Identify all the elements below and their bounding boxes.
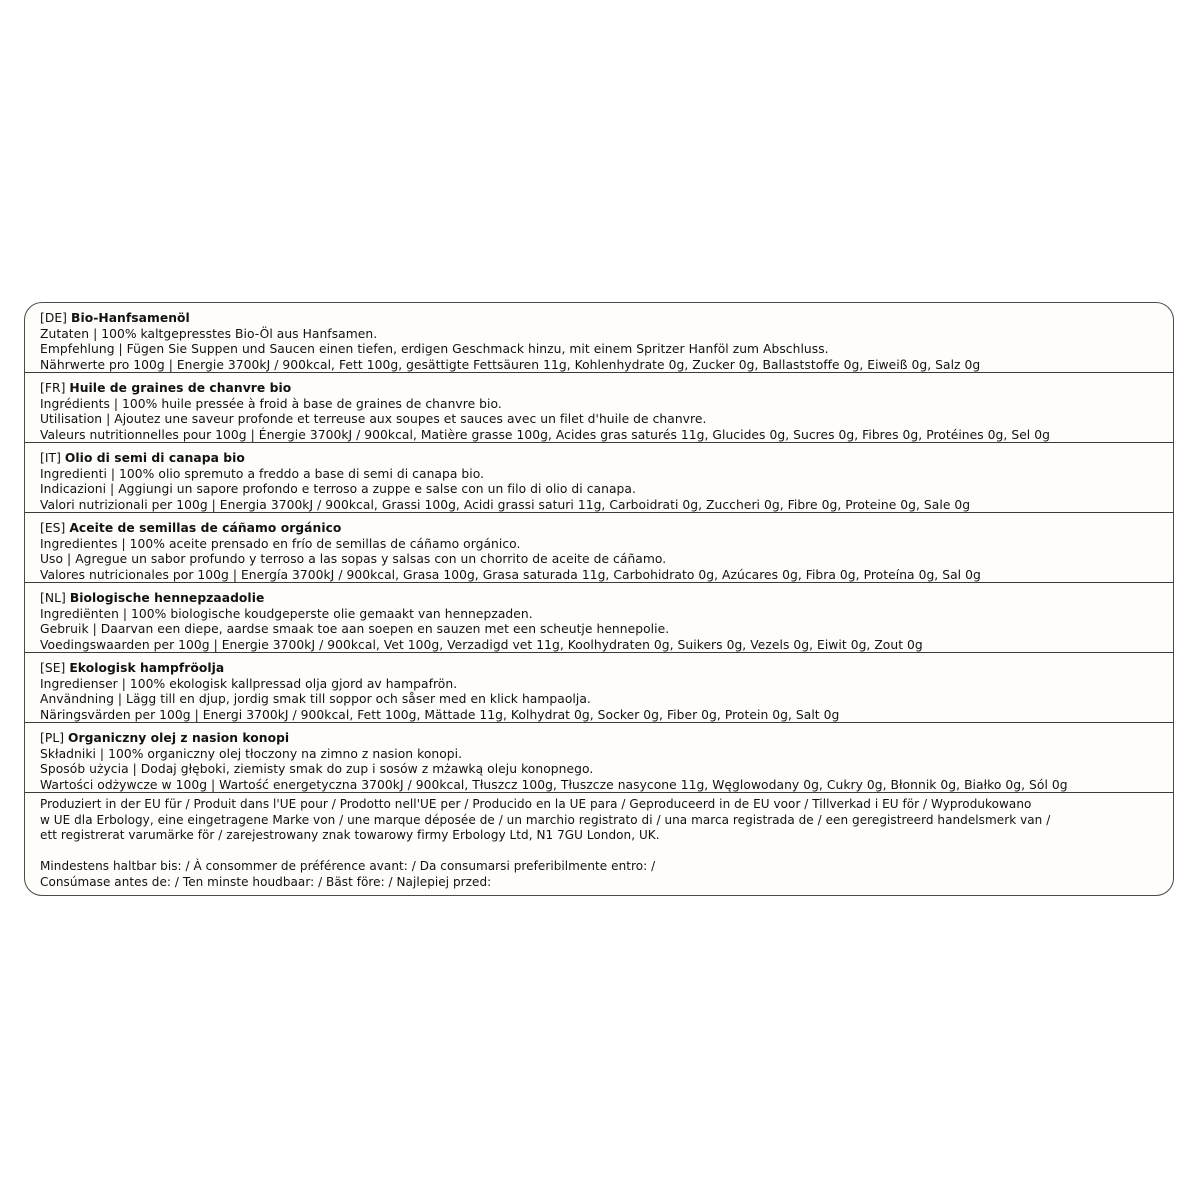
section-title: [40, 381, 1163, 397]
language-section: [25, 443, 1173, 513]
product-name: Bio-Hanfsamenöl: [71, 311, 190, 325]
language-sections: [25, 303, 1173, 793]
language-code: [NL]: [40, 591, 66, 605]
label-footer: [25, 793, 1173, 890]
section-line: Indicazioni | Aggiungi un sapore profondo e terroso a zuppe e salse con un filo di olio di canapa.: [40, 482, 636, 496]
section-title: [40, 591, 1163, 607]
producer-line: ett registrerat varumärke för / zarejestrowany znak towarowy firmy Erbology Ltd, N1 7GU London, UK.: [40, 828, 660, 842]
section-title: [40, 451, 1163, 467]
product-name: Ekologisk hampfröolja: [69, 661, 225, 675]
producer-line: w UE dla Erbology, eine eingetragene Marke von / une marque déposée de / un marchio registrato di / una marca registrada de / een geregistreerd handelsmerk van /: [40, 812, 1051, 827]
section-line: Valores nutricionales por 100g | Energía 3700kJ / 900kcal, Grasa 100g, Grasa saturada 11g, Carbohidrato 0g, Azúcares 0g, Fibra 0g, Proteína 0g, Sal 0g: [40, 567, 981, 582]
section-line: Empfehlung | Fügen Sie Suppen und Saucen einen tiefen, erdigen Geschmack hinzu, mit einem Spritzer Hanföl zum Abschluss.: [40, 342, 829, 356]
product-name: Aceite de semillas de cáñamo orgánico: [69, 521, 342, 535]
product-name: Organiczny olej z nasion konopi: [68, 731, 290, 745]
section-line: Gebruik | Daarvan een diepe, aardse smaak toe aan soepen en sauzen met een scheutje hennepolie.: [40, 622, 670, 636]
section-line: Voedingswaarden per 100g | Energie 3700kJ / 900kcal, Vet 100g, Verzadigd vet 11g, Koolhydraten 0g, Suikers 0g, Vezels 0g, Eiwit 0g, Zout 0g: [40, 637, 923, 652]
section-line: Utilisation | Ajoutez une saveur profonde et terreuse aux soupes et sauces avec un filet d'huile de chanvre.: [40, 412, 707, 426]
language-code: [IT]: [40, 451, 61, 465]
language-code: [PL]: [40, 731, 65, 745]
section-title: [40, 731, 1163, 747]
language-section: [25, 583, 1173, 653]
section-line: Användning | Lägg till en djup, jordig smak till soppor och såser med en klick hampaolja.: [40, 692, 591, 706]
section-title: [40, 521, 1163, 537]
language-code: [ES]: [40, 521, 66, 535]
language-code: [SE]: [40, 661, 66, 675]
product-name: Huile de graines de chanvre bio: [69, 381, 292, 395]
product-name: Biologische hennepzaadolie: [69, 591, 265, 605]
language-section: [25, 373, 1173, 443]
product-name: Olio di semi di canapa bio: [64, 451, 245, 465]
section-title: [40, 311, 1163, 327]
producer-info: [40, 797, 1163, 844]
producer-line: Produziert in der EU für / Produit dans l'UE pour / Prodotto nell'UE per / Producido en la UE para / Geproduceerd in de EU voor / Tillverkad i EU för / Wyprodukowano: [40, 797, 1032, 811]
section-line: Valeurs nutritionnelles pour 100g | Énergie 3700kJ / 900kcal, Matière grasse 100g, Acides gras saturés 11g, Glucides 0g, Sucres 0g, Fibres 0g, Protéines 0g, Sel 0g: [40, 427, 1050, 442]
section-line: Zutaten | 100% kaltgepresstes Bio-Öl aus Hanfsamen.: [40, 326, 378, 341]
product-label: [24, 302, 1174, 896]
section-line: Uso | Agregue un sabor profundo y terroso a las sopas y salsas con un chorrito de aceite de cáñamo.: [40, 552, 667, 566]
section-line: Ingrediënten | 100% biologische koudgeperste olie gemaakt van hennepzaden.: [40, 606, 533, 621]
best-before-info: [40, 859, 1163, 890]
section-line: Ingredienti | 100% olio spremuto a freddo a base di semi di canapa bio.: [40, 466, 485, 481]
section-line: Nährwerte pro 100g | Energie 3700kJ / 900kcal, Fett 100g, gesättigte Fettsäuren 11g, Kohlenhydrate 0g, Zucker 0g, Ballaststoffe 0g, Eiweiß 0g, Salz 0g: [40, 357, 981, 372]
language-section: [25, 723, 1173, 793]
section-line: Sposób użycia | Dodaj głęboki, ziemisty smak do zup i sosów z mżawką oleju konopnego.: [40, 762, 594, 776]
section-line: Valori nutrizionali per 100g | Energia 3700kJ / 900kcal, Grassi 100g, Acidi grassi saturi 11g, Carboidrati 0g, Zuccheri 0g, Fibre 0g, Proteine 0g, Sale 0g: [40, 497, 971, 512]
language-code: [FR]: [40, 381, 66, 395]
section-line: Ingrédients | 100% huile pressée à froid à base de graines de chanvre bio.: [40, 396, 502, 411]
section-line: Wartości odżywcze w 100g | Wartość energetyczna 3700kJ / 900kcal, Tłuszcz 100g, Tłuszcze nasycone 11g, Węglowodany 0g, Cukry 0g, Błonnik 0g, Białko 0g, Sól 0g: [40, 777, 1068, 792]
section-line: Ingredienser | 100% ekologisk kallpressad olja gjord av hampafrön.: [40, 676, 458, 691]
best-before-line: Consúmase antes de: / Ten minste houdbaar: / Bäst före: / Najlepiej przed:: [40, 874, 492, 889]
best-before-line: Mindestens haltbar bis: / À consommer de préférence avant: / Da consumarsi preferibilmente entro: /: [40, 859, 656, 873]
section-line: Ingredientes | 100% aceite prensado en frío de semillas de cáñamo orgánico.: [40, 536, 521, 551]
section-title: [40, 661, 1163, 677]
language-code: [DE]: [40, 311, 68, 325]
section-line: Składniki | 100% organiczny olej tłoczony na zimno z nasion konopi.: [40, 746, 463, 761]
language-section: [25, 303, 1173, 373]
language-section: [25, 513, 1173, 583]
language-section: [25, 653, 1173, 723]
spacer: [40, 844, 1163, 860]
section-line: Näringsvärden per 100g | Energi 3700kJ / 900kcal, Fett 100g, Mättade 11g, Kolhydrat 0g, Socker 0g, Fiber 0g, Protein 0g, Salt 0g: [40, 707, 840, 722]
